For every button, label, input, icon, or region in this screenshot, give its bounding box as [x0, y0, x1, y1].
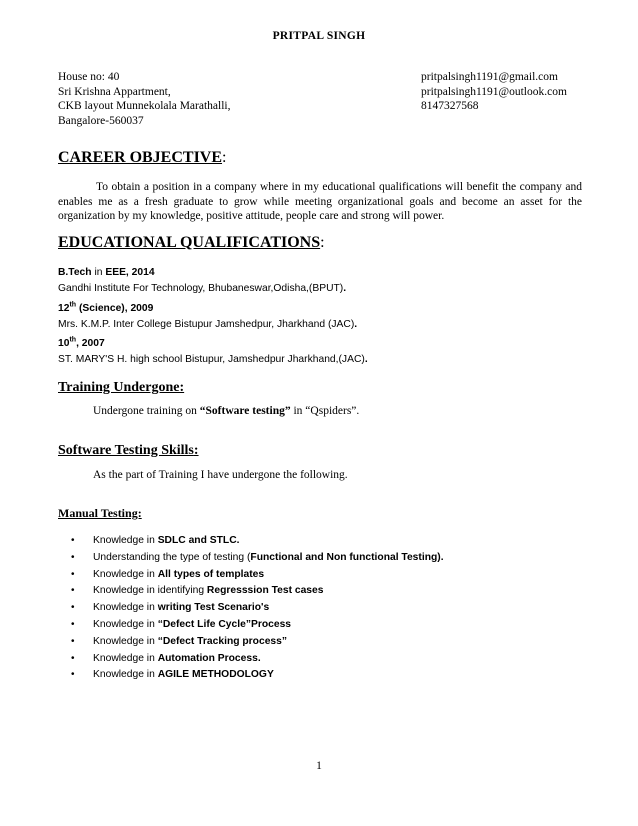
institution-line: [58, 352, 368, 368]
heading-colon: :: [320, 234, 325, 251]
degree-year: EEE, 2014: [105, 267, 155, 278]
institution-end: .: [354, 319, 358, 330]
education-item: [58, 265, 346, 297]
list-item: [71, 634, 444, 651]
training-heading: Training Undergone:: [58, 380, 185, 395]
career-objective-heading: [58, 149, 226, 167]
list-item: [71, 533, 444, 550]
education-heading: [58, 234, 325, 252]
education-item: [58, 336, 368, 368]
list-item: [71, 583, 444, 600]
education-item: [58, 301, 357, 333]
address-line: CKB layout Munnekolala Marathalli,: [58, 100, 231, 112]
candidate-name: PRITPAL SINGH: [272, 30, 366, 42]
item-emphasis: AGILE METHODOLOGY: [157, 669, 274, 681]
contact-block: [421, 70, 567, 114]
manual-testing-heading: Manual Testing:: [58, 506, 142, 520]
list-item: [71, 651, 444, 668]
degree-name: B.Tech: [58, 267, 92, 278]
bullet-icon: •: [71, 551, 75, 563]
skills-heading: [58, 443, 199, 459]
email-primary: pritpalsingh1191@gmail.com: [421, 71, 558, 83]
address-block: [58, 70, 230, 128]
item-emphasis: All types of templates: [157, 568, 265, 580]
degree-number: 10: [58, 338, 70, 349]
item-emphasis: Functional and Non functional Testing).: [250, 551, 444, 563]
degree-number: 12: [58, 303, 70, 314]
bullet-icon: •: [71, 535, 75, 546]
training-course: “Software testing”: [199, 405, 291, 417]
education-title: EDUCATIONAL QUALIFICATIONS: [58, 234, 321, 251]
item-text: Knowledge in: [93, 568, 158, 580]
bullet-icon: •: [71, 652, 75, 664]
degree-detail: (Science), 2009: [76, 303, 154, 314]
career-objective-title: CAREER OBJECTIVE: [58, 149, 223, 166]
phone-number: 8147327568: [421, 100, 479, 112]
bullet-icon: •: [71, 635, 75, 647]
item-text: Knowledge in: [93, 652, 158, 664]
list-item: [71, 667, 444, 684]
bullet-icon: •: [71, 568, 75, 580]
career-objective-text: To obtain a position in a company where in my educational qualifications will benefit the company and enables me as a fresh graduate to grow while meeting organizational goals and become an asset for the organization by my knowledge, positive attitude, people care and strong will power.: [58, 181, 582, 222]
list-item: [71, 617, 444, 634]
list-item: [71, 600, 444, 617]
item-text: Knowledge in: [93, 669, 158, 681]
institution-line: [58, 281, 346, 297]
item-text: Knowledge in identifying: [93, 585, 207, 597]
item-emphasis: writing Test Scenario's: [157, 602, 270, 614]
bullet-icon: •: [71, 602, 75, 614]
bullet-icon: •: [71, 618, 75, 630]
degree-line: [58, 301, 357, 317]
degree-line: [58, 336, 368, 352]
institution-line: [58, 317, 357, 333]
item-text: Knowledge in: [93, 602, 158, 614]
institution-name: Mrs. K.M.P. Inter College Bistupur Jamshedpur, Jharkhand (JAC): [58, 319, 355, 330]
address-line: Sri Krishna Appartment,: [58, 85, 171, 98]
item-emphasis: Automation Process.: [157, 652, 261, 664]
institution-end: .: [343, 283, 347, 294]
degree-line: [58, 265, 346, 281]
training-text: [93, 405, 359, 417]
address-line: House no: 40: [58, 71, 120, 83]
manual-testing-list: [71, 533, 444, 684]
degree-detail: , 2007: [76, 338, 105, 349]
skills-title: Software Testing Skills: [58, 443, 194, 458]
training-prefix: Undergone training on: [93, 405, 200, 417]
item-text: Knowledge in: [93, 535, 158, 546]
item-text: Knowledge in: [93, 635, 158, 647]
degree-connector: in: [91, 267, 106, 278]
institution-name: ST. MARY'S H. high school Bistupur, Jamshedpur Jharkhand,(JAC): [58, 354, 365, 365]
list-item: [71, 550, 444, 567]
degree-superscript: th: [69, 301, 77, 309]
degree-superscript: th: [69, 336, 77, 344]
skills-intro-text: As the part of Training I have undergone the following.: [93, 469, 348, 481]
list-item: [71, 567, 444, 584]
item-text: Knowledge in: [93, 618, 158, 630]
bullet-icon: •: [71, 585, 75, 597]
address-line: Bangalore-560037: [58, 114, 144, 127]
email-secondary: pritpalsingh1191@outlook.com: [421, 85, 567, 98]
item-emphasis: “Defect Life Cycle”Process: [157, 618, 292, 630]
item-emphasis: “Defect Tracking process”: [157, 635, 288, 647]
training-suffix: in “Qspiders”.: [290, 405, 360, 417]
heading-colon: :: [193, 443, 199, 458]
item-text: Understanding the type of testing (: [93, 551, 251, 563]
institution-end: .: [364, 354, 368, 365]
bullet-icon: •: [71, 669, 75, 681]
institution-name: Gandhi Institute For Technology, Bhubaneswar,Odisha,(BPUT): [58, 283, 344, 294]
heading-colon: :: [222, 149, 227, 166]
page-number: 1: [316, 760, 322, 772]
item-emphasis: Regresssion Test cases: [206, 585, 324, 597]
item-emphasis: SDLC and STLC.: [157, 535, 240, 546]
